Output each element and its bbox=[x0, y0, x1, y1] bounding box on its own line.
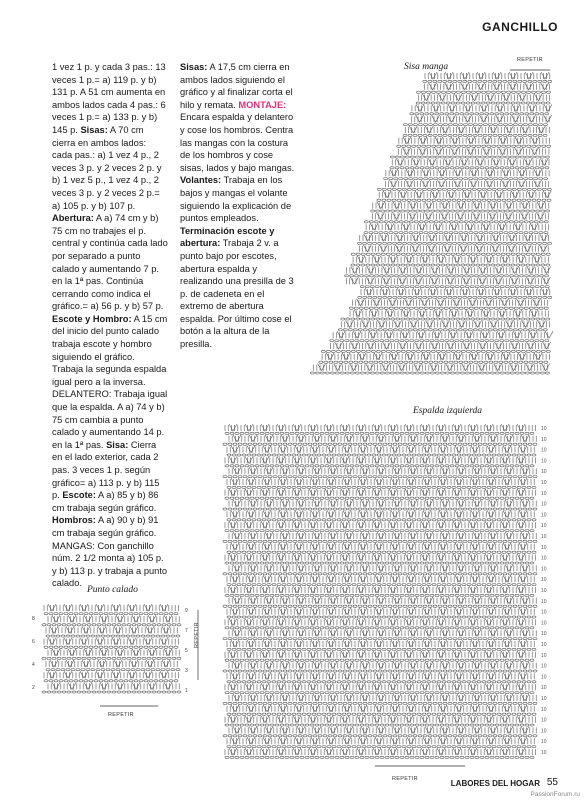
stitch-row bbox=[358, 296, 552, 298]
row-number: 10 bbox=[541, 696, 547, 702]
stitch-row bbox=[410, 113, 549, 115]
repeat-vertical-label: REPETIR bbox=[194, 622, 200, 648]
stitch-row bbox=[223, 702, 537, 704]
stitch-row bbox=[392, 158, 549, 165]
stitch-row bbox=[227, 672, 534, 679]
stitch-row bbox=[331, 342, 551, 349]
text-column-2 bbox=[180, 61, 296, 351]
stitch-row bbox=[225, 521, 535, 528]
text: Trabaja 2 v. a punto bajo por escotes, abertura espalda y realizando una presilla de 3 p. de cadeneta en el extremo de abertura espalda. Por último cose el botón a la altura de la presilla. bbox=[180, 238, 294, 350]
stitch-row bbox=[225, 716, 535, 723]
chart-title-espalda-izquierda: Espalda izquierda bbox=[413, 406, 483, 416]
stitch-row bbox=[405, 126, 549, 133]
stitch-row bbox=[227, 705, 534, 712]
row-number: 8 bbox=[32, 616, 35, 622]
stitch-row bbox=[227, 446, 534, 453]
stitch-row bbox=[225, 424, 535, 431]
stitch-row bbox=[227, 551, 536, 553]
stitch-row bbox=[225, 659, 534, 661]
stitch-row bbox=[338, 329, 547, 331]
stitch-row bbox=[227, 608, 534, 615]
row-number: 10 bbox=[541, 534, 547, 540]
label-sisa: Sisa: bbox=[106, 439, 129, 450]
label-sisas: Sisas: bbox=[80, 124, 108, 135]
stitch-row bbox=[403, 134, 547, 136]
stitch-row bbox=[225, 683, 535, 690]
stitch-row bbox=[48, 682, 179, 689]
stitch-row bbox=[345, 275, 549, 277]
stitch-row bbox=[223, 670, 537, 672]
row-number: 10 bbox=[541, 663, 547, 670]
stitch-row bbox=[351, 253, 550, 255]
text: A a) 85 y b) 86 cm trabaja según gráfico. bbox=[52, 490, 159, 513]
row-number: 10 bbox=[541, 447, 547, 454]
stitch-row bbox=[46, 635, 180, 637]
text: 1 vez 1 p. y cada 3 pas.: 13 veces 1 p.= a) 119 p. y b) 131 p. A 51 cm aumenta en ambos lados cada 4 pas.: 6 veces 1 p.= a) 133 p. y b) 145 p. bbox=[52, 62, 166, 135]
stitch-row bbox=[225, 562, 534, 564]
stitch-row bbox=[223, 605, 537, 607]
row-number: 4 bbox=[32, 662, 35, 668]
stitch-row bbox=[46, 660, 177, 667]
text: A 70 cm cierra en ambos lados: cada pas.: a) 1 vez 4 p., 2 veces 3 p. y 2 veces 2 p. y b) 1 vez 5 p., 1 vez 4 p., 2 veces 3 p. y 2 veces 2 p.= a) 105 p. y b) 107 p. bbox=[52, 124, 162, 211]
stitch-row bbox=[225, 465, 534, 467]
stitch-row bbox=[229, 532, 536, 539]
stitch-row bbox=[360, 286, 549, 288]
row-number: 10 bbox=[541, 685, 547, 692]
row-number: 7 bbox=[185, 628, 188, 634]
row-number: 10 bbox=[541, 555, 547, 562]
punto-calado-chart bbox=[30, 600, 205, 715]
stitch-row bbox=[44, 613, 178, 615]
stitch-row bbox=[42, 657, 181, 659]
stitch-row bbox=[225, 530, 534, 532]
stitch-row bbox=[223, 573, 537, 575]
stitch-row bbox=[225, 594, 534, 596]
text-column-1 bbox=[52, 61, 168, 590]
row-number: 10 bbox=[541, 436, 547, 443]
stitch-row bbox=[46, 669, 180, 671]
repeat-label: REPETIR bbox=[108, 712, 134, 718]
row-number: 10 bbox=[541, 523, 547, 530]
stitch-row bbox=[227, 519, 536, 521]
stitch-row bbox=[359, 245, 548, 252]
stitch-row bbox=[229, 564, 536, 571]
stitch-row bbox=[360, 234, 549, 241]
stitch-row bbox=[227, 478, 534, 485]
row-number: 10 bbox=[541, 652, 547, 659]
text: A 15 cm del inicio del punto calado trabaja escote y hombro siguiendo el gráfico. Trabaja la segunda espalda igual pero a la inversa. DELANTERO: Trabaja igual que la espalda. A a) 74 y b) 75 cm cambia a punto calado y aumentando 14 p. en la 1ª pas. bbox=[52, 313, 168, 450]
stitch-row bbox=[377, 188, 551, 190]
stitch-row bbox=[371, 210, 550, 212]
stitch-row bbox=[227, 575, 534, 582]
stitch-row bbox=[225, 756, 534, 758]
stitch-row bbox=[227, 454, 536, 456]
stitch-row bbox=[390, 167, 549, 169]
row-number: 10 bbox=[541, 512, 547, 519]
stitch-row bbox=[321, 350, 550, 352]
stitch-row bbox=[341, 318, 550, 320]
stitch-row bbox=[412, 104, 552, 111]
row-number: 2 bbox=[32, 685, 35, 691]
stitch-row bbox=[223, 443, 537, 445]
stitch-row bbox=[46, 626, 177, 633]
stitch-row bbox=[229, 500, 536, 507]
row-number: 10 bbox=[541, 750, 547, 756]
stitch-row bbox=[225, 456, 535, 463]
row-number: 5 bbox=[185, 648, 188, 654]
label-abertura: Abertura: bbox=[52, 213, 94, 224]
row-number: 1 bbox=[185, 688, 188, 694]
row-number: 10 bbox=[541, 717, 547, 724]
stitch-row bbox=[350, 310, 548, 317]
row-number: 10 bbox=[541, 642, 547, 648]
magazine-name: LABORES DEL HOGAR bbox=[450, 779, 540, 788]
stitch-row bbox=[425, 72, 550, 79]
stitch-row bbox=[342, 320, 550, 327]
stitch-row bbox=[227, 713, 536, 715]
stitch-row bbox=[310, 372, 549, 374]
row-number: 6 bbox=[32, 639, 35, 645]
stitch-row bbox=[322, 353, 549, 360]
stitch-row bbox=[223, 476, 537, 478]
stitch-row bbox=[227, 640, 534, 647]
stitch-row bbox=[223, 735, 537, 737]
stitch-row bbox=[225, 497, 534, 499]
row-number: 10 bbox=[541, 577, 547, 584]
stitch-row bbox=[358, 242, 552, 244]
stitch-row bbox=[225, 554, 535, 561]
espalda-izquierda-chart bbox=[215, 408, 555, 770]
stitch-row bbox=[227, 543, 534, 550]
stitch-row bbox=[397, 145, 551, 147]
stitch-row bbox=[423, 80, 552, 82]
stitch-row bbox=[229, 726, 536, 733]
text: A a) 74 cm y b) 75 cm no trabajes el p. central y continúa cada lado por separado a punto calado y aumentando 7 p. en la 1ª pas. Continúa cerrando como indica el gráfico.= a) 56 p. y b) 57 p. bbox=[52, 213, 168, 312]
stitch-row bbox=[399, 148, 549, 155]
text: Cierra en el lado exterior, cada 2 pas. 3 veces 1 p. según gráfico= a) 113 p. y b) 115 p. bbox=[52, 439, 160, 501]
stitch-row bbox=[364, 221, 548, 223]
stitch-row bbox=[48, 615, 179, 622]
stitch-row bbox=[353, 256, 548, 263]
stitch-row bbox=[225, 489, 535, 496]
stitch-row bbox=[225, 692, 534, 694]
stitch-row bbox=[333, 331, 553, 338]
stitch-row bbox=[416, 91, 550, 93]
stitch-row bbox=[390, 156, 549, 158]
stitch-row bbox=[373, 202, 549, 209]
row-number: 10 bbox=[541, 426, 547, 432]
stitch-row bbox=[403, 124, 547, 126]
stitch-row bbox=[227, 746, 536, 748]
stitch-row bbox=[48, 649, 179, 656]
stitch-row bbox=[227, 681, 536, 683]
stitch-row bbox=[44, 646, 178, 648]
stitch-row bbox=[227, 510, 534, 517]
stitch-row bbox=[227, 584, 536, 586]
stitch-row bbox=[227, 737, 534, 744]
page-number: 55 bbox=[546, 777, 558, 788]
stitch-row bbox=[44, 604, 178, 611]
stitch-row bbox=[377, 199, 551, 201]
stitch-row bbox=[44, 680, 178, 682]
row-number: 10 bbox=[541, 588, 547, 594]
stitch-row bbox=[225, 724, 534, 726]
row-number: 10 bbox=[541, 739, 547, 746]
label-escote-hombro: Escote y Hombro: bbox=[52, 313, 132, 324]
row-number: 10 bbox=[541, 458, 547, 465]
stitch-row bbox=[346, 277, 550, 284]
row-number: 9 bbox=[185, 608, 188, 614]
stitch-row bbox=[44, 671, 178, 678]
stitch-row bbox=[379, 191, 551, 198]
row-number: 10 bbox=[541, 566, 547, 573]
stitch-row bbox=[364, 232, 548, 234]
stitch-row bbox=[225, 618, 535, 625]
watermark: PassionForum.ru bbox=[530, 791, 580, 798]
stitch-row bbox=[418, 94, 549, 101]
stitch-row bbox=[319, 361, 548, 363]
stitch-row bbox=[384, 178, 548, 180]
stitch-row bbox=[366, 223, 548, 230]
stitch-row bbox=[361, 288, 550, 295]
stitch-row bbox=[372, 212, 548, 219]
row-number: 10 bbox=[541, 544, 547, 551]
stitch-row bbox=[349, 307, 548, 309]
stitch-row bbox=[353, 299, 548, 306]
stitch-row bbox=[225, 586, 535, 593]
stitch-row bbox=[229, 467, 536, 474]
row-number: 10 bbox=[541, 501, 547, 508]
text: A 17,5 cm cierra en ambos lados siguiendo el gráfico y al finalizar corta el hilo y remata. bbox=[180, 62, 293, 110]
section-title: GANCHILLO bbox=[482, 20, 558, 34]
chart-title-punto-calado: Punto calado bbox=[87, 585, 138, 595]
repeat-label: REPETIR bbox=[517, 57, 543, 63]
stitch-row bbox=[225, 651, 535, 658]
sisa-manga-chart bbox=[295, 62, 557, 382]
label-escote: Escote: bbox=[62, 490, 96, 501]
text: A a) 90 y b) 91 cm trabaja según gráfico. MANGAS: Con ganchillo núm. 2 1/2 monta a) 105 p. y b) 113 p. y trabaja a punto calado. bbox=[52, 515, 168, 589]
stitch-row bbox=[412, 115, 552, 122]
row-number: 10 bbox=[541, 490, 547, 497]
row-number: 10 bbox=[541, 674, 547, 681]
repeat-label: REPETIR bbox=[392, 776, 418, 782]
stitch-row bbox=[223, 508, 537, 510]
text: Trabaja en los bajos y mangas el volante siguiendo la explicación de puntos empleados. bbox=[180, 175, 292, 224]
stitch-row bbox=[386, 169, 549, 176]
stitch-row bbox=[229, 435, 536, 442]
stitch-row bbox=[425, 83, 550, 90]
label-terminacion: Terminación escote y abertura: bbox=[180, 225, 275, 249]
stitch-row bbox=[227, 616, 536, 618]
stitch-row bbox=[399, 137, 549, 144]
stitch-row bbox=[229, 662, 536, 669]
row-number: 10 bbox=[541, 620, 547, 627]
stitch-row bbox=[42, 624, 181, 626]
stitch-row bbox=[416, 102, 550, 104]
stitch-row bbox=[227, 486, 536, 488]
stitch-row bbox=[44, 638, 178, 645]
row-number: 10 bbox=[541, 598, 547, 605]
stitch-row bbox=[225, 627, 534, 629]
stitch-row bbox=[229, 597, 536, 604]
stitch-row bbox=[314, 364, 550, 371]
text: Encara espalda y delantero y cose los hombros. Centra las mangas con la costura de los hombros y cose sisas, lados y bajo mangas. bbox=[180, 112, 295, 173]
label-sisas-manga: Sisas: bbox=[180, 62, 208, 72]
row-number: 10 bbox=[541, 469, 547, 476]
label-hombros: Hombros: bbox=[52, 515, 96, 526]
row-number: 10 bbox=[541, 480, 547, 486]
label-montaje: MONTAJE: bbox=[238, 99, 287, 110]
stitch-row bbox=[229, 629, 536, 636]
row-number: 3 bbox=[185, 668, 188, 674]
stitch-row bbox=[330, 340, 549, 342]
stitch-row bbox=[229, 694, 536, 701]
stitch-row bbox=[225, 432, 534, 434]
row-number: 10 bbox=[541, 728, 547, 735]
stitch-row bbox=[223, 638, 537, 640]
row-number: 10 bbox=[541, 609, 547, 616]
stitch-row bbox=[347, 266, 551, 273]
stitch-row bbox=[227, 648, 536, 650]
stitch-row bbox=[42, 691, 181, 693]
stitch-row bbox=[386, 180, 549, 187]
stitch-row bbox=[223, 540, 537, 542]
label-volantes: Volantes: bbox=[180, 175, 222, 186]
row-number: 10 bbox=[541, 631, 547, 638]
row-number: 10 bbox=[541, 706, 547, 713]
stitch-row bbox=[225, 748, 535, 755]
stitch-row bbox=[351, 264, 550, 266]
chart-title-sisa-manga: Sisa manga bbox=[404, 62, 449, 72]
